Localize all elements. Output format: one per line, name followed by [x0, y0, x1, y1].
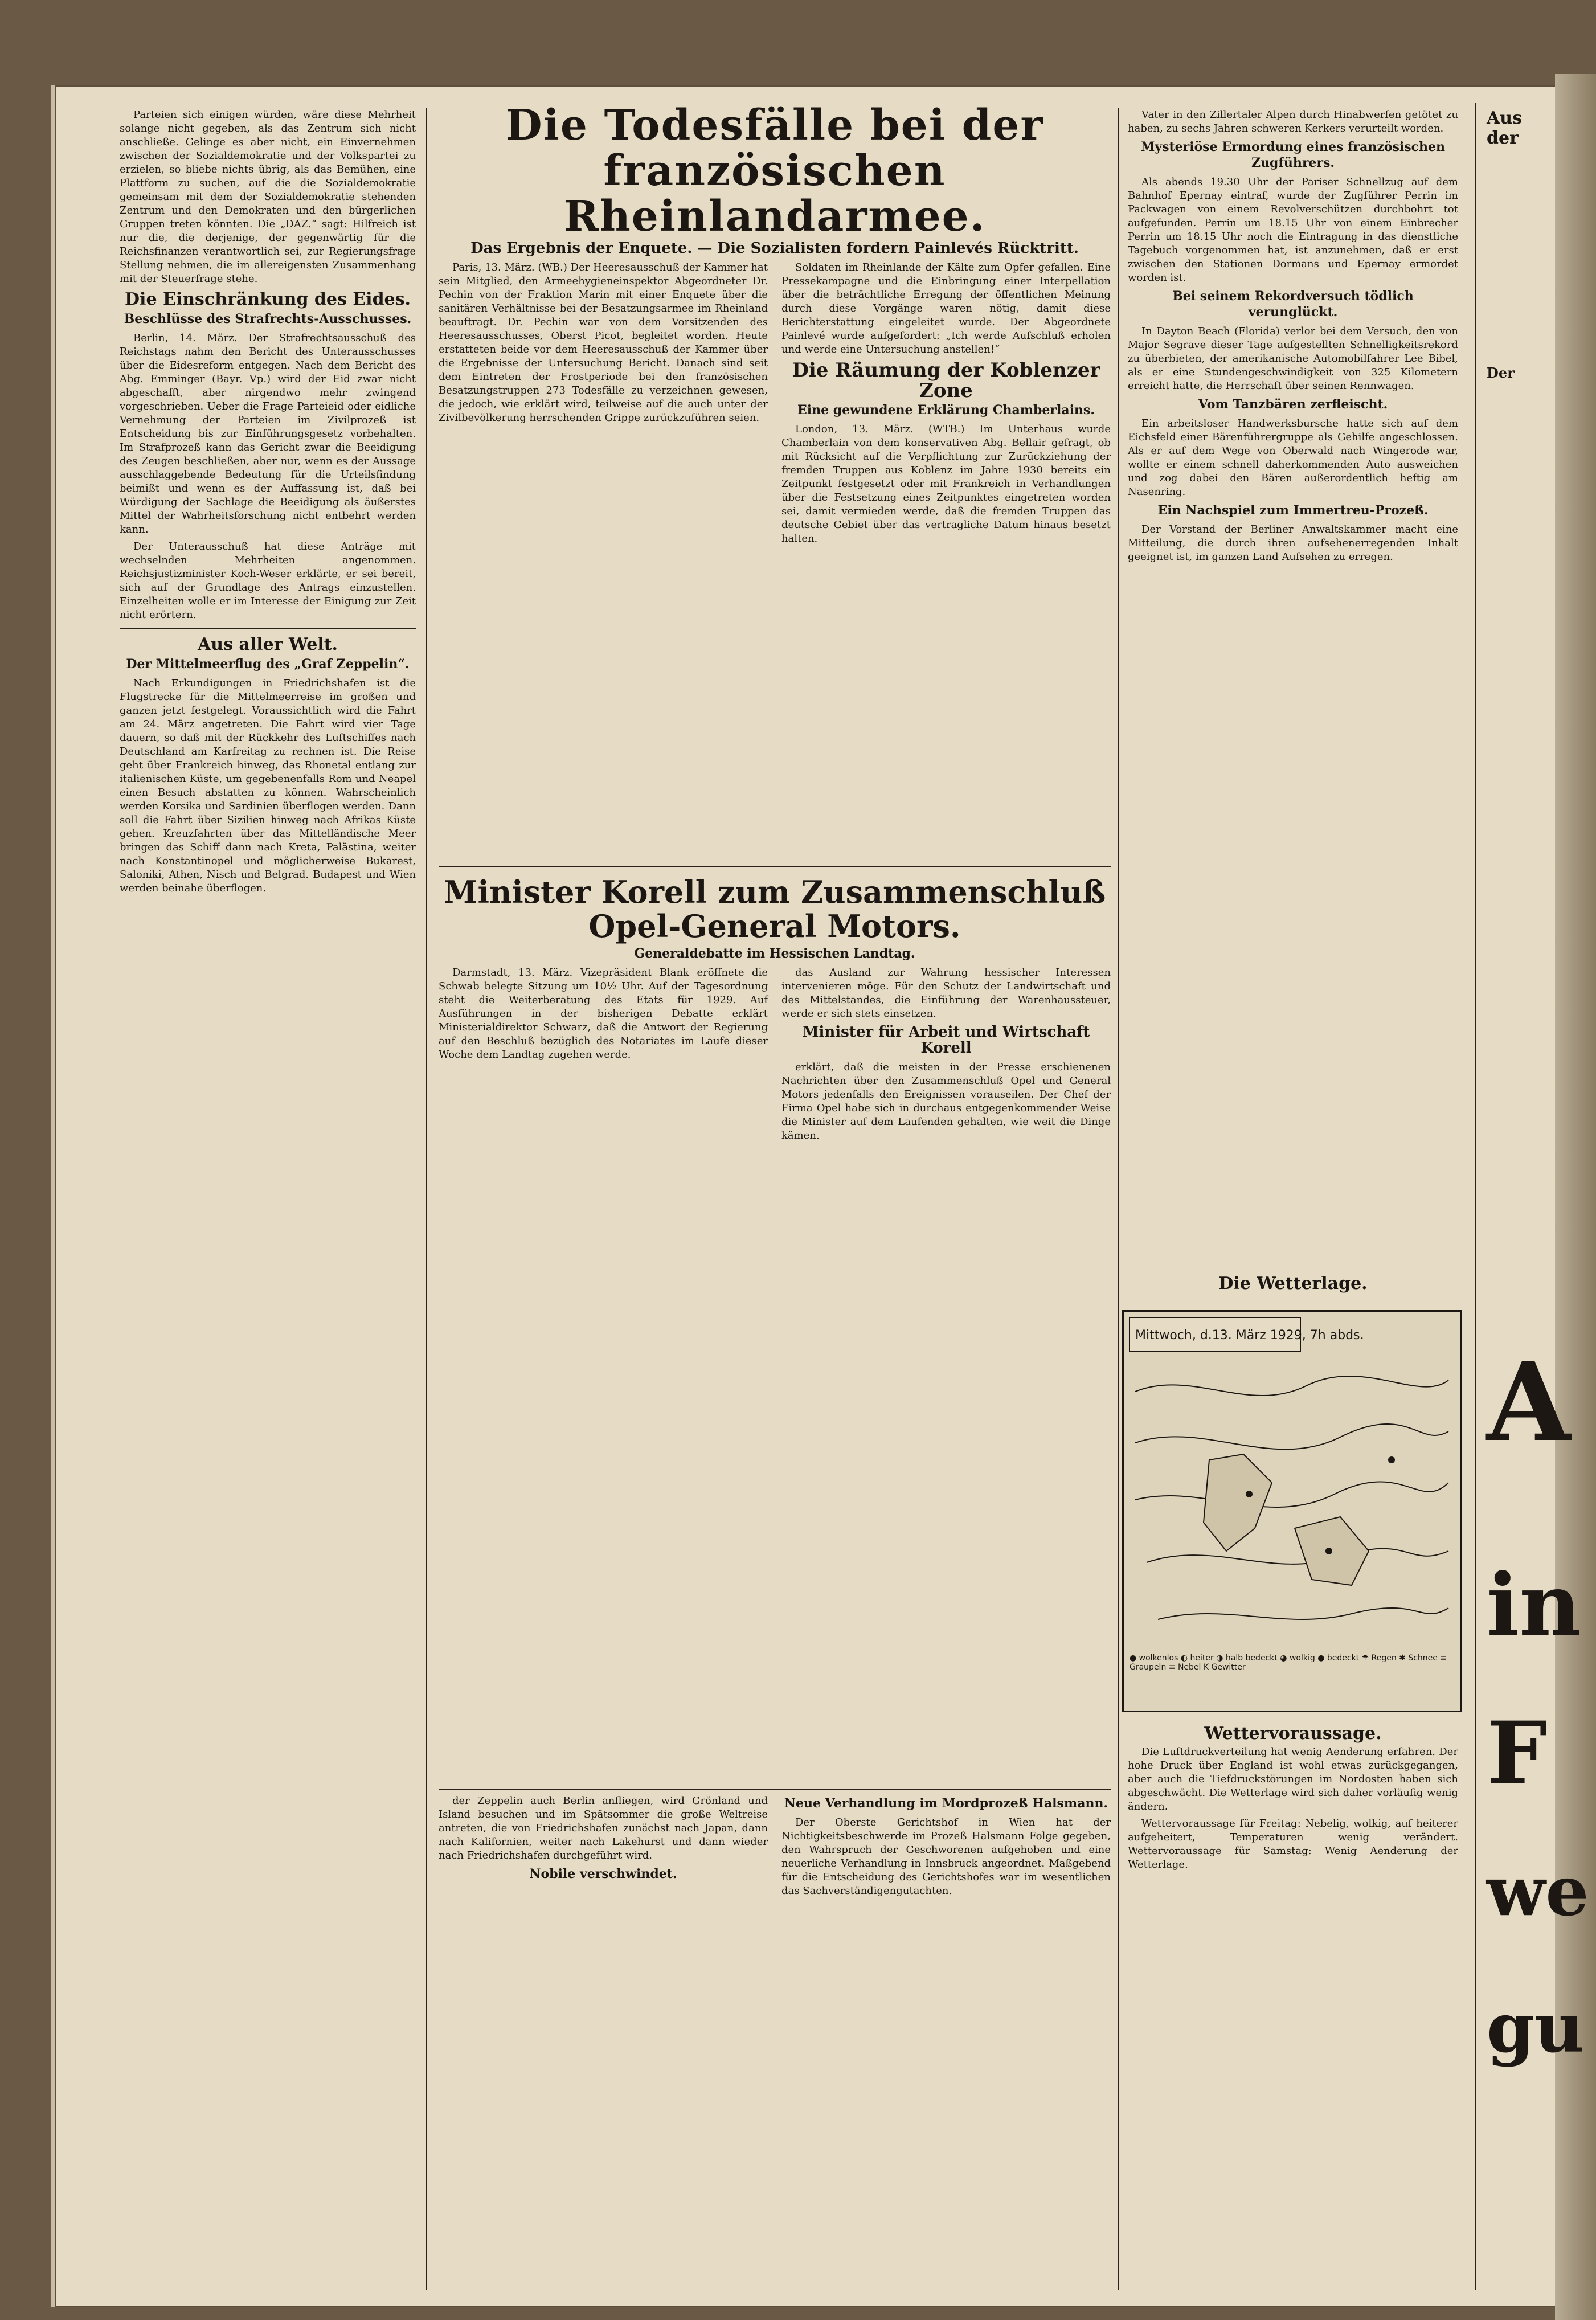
- right-intro: Vater in den Zillertaler Alpen durch Hinabwerfen getötet zu haben, zu sechs Jahren schweren Kerkers verurteilt worden.: [1128, 109, 1458, 134]
- map-title: Mittwoch, d.13. März 1929, 7h abds.: [1135, 1328, 1364, 1343]
- body-korell: Darmstadt, 13. März. Vizepräsident Blank eröffnete die Schwab belegte Sitzung um 10½ Uhr. Auf der Tagesordnung steht die Weiterberatung des Etats für 1929. Auf Ausführungen in der bisherigen Debatte erklärt Ministerialdirektor Schwarz, daß die Antwort der Regierung auf den Beschluß bezüglich des Notariates im Laufe dieser Woche dem Landtag zugehen werde.: [439, 967, 768, 1061]
- right-column: [1128, 108, 1458, 1293]
- body-korell-2: das Ausland zur Wahrung hessischer Interessen intervenieren möge. Für den Schutz der Landwirtschaft und des Mittelstandes, die Einführung der Warenhaussteuer, werde er sich stets einsetzen.: [781, 967, 1111, 1020]
- body-tanzbaer: Ein arbeitsloser Handwerksbursche hatte sich auf dem Eichsfeld einer Bärenführergruppe als Gehilfe angeschlossen. Als er auf dem Wege von Oberwald nach Wingerode war, wollte er einem schnell daherkommenden Auto ausweichen und zog dabei den Bären außerordentlich heftig am Nasenring.: [1128, 418, 1458, 498]
- station-marker: [1246, 1491, 1253, 1497]
- center-bottom-col-b: [781, 1794, 1111, 1901]
- center-bottom: [439, 1794, 1111, 2290]
- body-minister-arbeit: erklärt, daß die meisten in der Presse erschienenen Nachrichten über den Zusammenschluß Opel und General Motors jedenfalls den Ereignissen vorauseilen. Der Chef der Firma Opel habe sich in durchaus entgegenkommender Weise die Minister auf dem Laufenden gehalten, wie weit die Dinge kämen.: [781, 1061, 1111, 1141]
- adjacent-ad-glyph: F: [1487, 1703, 1548, 1803]
- body-zugfuehrer: Als abends 19.30 Uhr der Pariser Schnellzug auf dem Bahnhof Epernay eintraf, wurde der Zugführer Perrin im Packwagen von einem Revolverschützen durchbohrt tot aufgefunden. Perrin um 18.15 Uhr von einem Einbrecher Perrin um 18.15 Uhr noch die Eintragung in das dienstliche Tagebuch vorgenommen hat, ist anzunehmen, daß er erst zwischen den Stationen Dormans und Epernay ermordet worden ist.: [1128, 176, 1458, 284]
- subhead-halsmann: Neue Verhandlung im Mordprozeß Halsmann.: [784, 1796, 1108, 1811]
- body-koblenz: London, 13. März. (WTB.) Im Unterhaus wurde Chamberlain von dem konservativen Abg. Bellair gefragt, ob mit Rücksicht auf die Verpflichtung zur Zurückziehung der fremden Truppen aus Koblenz im Jahre 1930 bereits ein Zeitpunkt festgesetzt oder mit Frankreich in Verhandlungen über die Festsetzung eines Zeitpunktes eingetreten worden sei, damit vermieden werde, daß die fremden Truppen das deutsche Gebiet über das vertragliche Datum hinaus besetzt halten.: [781, 423, 1111, 545]
- adjacent-ad-glyph: we: [1487, 1851, 1589, 1932]
- left-headline-eides: Die Einschränkung des Eides.: [125, 289, 411, 309]
- adjacent-ad-glyph: A: [1487, 1339, 1571, 1466]
- left-body-zeppelin: Nach Erkundigungen in Friedrichshafen ist die Flugstrecke für die Mittelmeerreise im großen und ganzen jetzt festgelegt. Voraussichtlich wird die Fahrt am 24. März angetreten. Die Fahrt wird vier Tage dauern, so daß mit der Rückkehr des Luftschiffes nach Deutschland am Karfreitag zu rechnen ist. Die Reise geht über Frankreich hinweg, das Rhonetal entlang zur italienischen Küste, um gegebenenfalls Rom und Neapel einen Besuch abstatten zu können. Wahrscheinlich werden Korsika und Sardinien überflogen werden. Dann soll die Fahrt über Sizilien hinweg nach Afrikas Küste gehen. Kreuzfahrten über das Mittelländische Meer bringen das Schiff dann nach Kreta, Palästina, weiter nach Konstantinopel und möglicherweise Bukarest, Saloniki, Athen, Nisch und Belgrad. Budapest und Wien werden beinahe überflogen.: [120, 677, 416, 894]
- left-body-eides: Berlin, 14. März. Der Strafrechtsausschuß des Reichstags nahm den Bericht des Unterausschusses über die Eidesreform entgegen. Nach dem Bericht des Abg. Emminger (Bayr. Vp.) wird der Eid zwar nicht abgeschafft, aber nirgendwo mehr zwingend vorgeschrieben. Ueber die Frage Parteieid oder eidliche Vernehmung der Parteien im Zivilprozeß ist Entscheidung bis zur Einführungsgesetz vorbehalten. Im Strafprozeß kann das Gericht zwar die Beeidigung des Zeugen beschließen, aber nur, wenn es der Aussage ausschlaggebende Bedeutung für die Urteilsfindung beimißt und wenn es der Auffassung ist, daß bei Würdigung der Sachlage die Beeidigung als äußerstes Mittel der Wahrheitsforschung nicht entbehrt werden kann.: [120, 332, 416, 535]
- center-bottom-columns: [439, 1794, 1111, 1901]
- center-bottom-col-a: [439, 1794, 768, 1901]
- body-wettervoraussage-2: Wettervoraussage für Freitag: Nebelig, wolkig, auf heiterer aufgeheitert, Temperaturen wenig verändert. Wettervoraussage für Samstag: Wenig Aenderung der Wetterlage.: [1128, 1818, 1458, 1871]
- body-wettervoraussage: Die Luftdruckverteilung hat wenig Aenderung erfahren. Der hohe Druck über England ist wohl etwas zurückgegangen, aber auch die Tiefdruckstörungen im Nordosten haben sich abgeschwächt. Die Wetterlage wird sich daher vorläufig wenig ändern.: [1128, 1746, 1458, 1812]
- subhead-rekordversuch: Bei seinem Rekordversuch tödlich verunglückt.: [1172, 289, 1414, 320]
- left-body-eides-2: Der Unterausschuß hat diese Anträge mit wechselnden Mehrheiten angenommen. Reichsjustizminister Koch-Weser erklärte, er sei bereit, sich auf der Grundlage des Antrags einzustellen. Einzelheiten wolle er im Interesse der Einigung zur Zeit nicht erörtern.: [120, 541, 416, 621]
- isobar-line: [1135, 1482, 1448, 1507]
- center-top-columns: [439, 261, 1111, 549]
- weather-map: [1122, 1310, 1462, 1712]
- center-middle-col-b: [781, 966, 1111, 1146]
- adjacent-ad-glyph: in: [1487, 1555, 1582, 1655]
- center-top-col-a: [439, 261, 768, 549]
- subhead-zugfuehrer: Mysteriöse Ermordung eines französischen Zugführers.: [1140, 140, 1446, 170]
- coastline-shape: [1204, 1454, 1272, 1551]
- right-column-bottom: [1128, 1720, 1458, 2290]
- subhead-immertreu: Ein Nachspiel zum Immertreu-Prozeß.: [1157, 503, 1429, 518]
- headline-wettervoraussage: Wettervoraussage.: [1204, 1724, 1382, 1744]
- column-divider-3: [1475, 103, 1476, 2290]
- headline-wetterlage: Die Wetterlage.: [1218, 1274, 1368, 1294]
- left-headline-welt: Aus aller Welt.: [197, 635, 338, 654]
- body-halsmann: Der Oberste Gerichtshof in Wien hat der Nichtigkeitsbeschwerde im Prozeß Halsmann Folge gegeben, den Wahrspruch der Geschworenen aufgehoben und eine neuerliche Verhandlung in Innsbruck angeordnet. Maßgebend für die Entscheidung des Gerichtshofes war im wesentlichen das Sachverständigengutachten.: [781, 1816, 1111, 1897]
- adjacent-headline: Aus der: [1487, 108, 1522, 148]
- map-legend-box: [1130, 1654, 1454, 1705]
- subhead-tanzbaer: Vom Tanzbären zerfleischt.: [1198, 397, 1388, 412]
- adjacent-page-strip: [1481, 97, 1589, 2296]
- station-marker: [1388, 1456, 1395, 1463]
- headline-todesfaelle: Die Todesfälle bei der französischen Rheinlandarmee.: [505, 101, 1044, 241]
- subhead-chamberlain: Eine gewundene Erklärung Chamberlains.: [797, 403, 1095, 418]
- body-zeppelin-cont: der Zeppelin auch Berlin anfliegen, wird Grönland und Island besuchen und im Spätsommer die große Weltreise antreten, die von Friedrichshafen zunächst nach Japan, dann nach Kalifornien, weiter nach Lakehurst und dann wieder nach Friedrichshafen durchgeführt wird.: [439, 1795, 768, 1861]
- left-subhead-eides: Beschlüsse des Strafrechts-Ausschusses.: [124, 312, 412, 326]
- adjacent-ad-glyph: gu: [1487, 1988, 1585, 2068]
- center-middle-col-a: [439, 966, 768, 1146]
- body-rekordversuch: In Dayton Beach (Florida) verlor bei dem Versuch, den von Major Segrave dieser Tage aufgestellten Schnelligkeitsrekord zu überbieten, der amerikanische Automobilfahrer Lee Bibel, als er eine Stundengeschwindigkeit von 325 Kilometern erreicht hatte, die Herrschaft über seinen Rennwagen.: [1128, 325, 1458, 392]
- body-todesfaelle-2: Soldaten im Rheinlande der Kälte zum Opfer gefallen. Eine Pressekampagne und die Einbringung einer Interpellation über die beträchtliche Erregung der öffentlichen Meinung durch diese Vorgänge waren nötig, damit diese Berichterstattung eingeleitet wurde. Der Abgeordnete Painlevé wurde aufgefordert: „Ich werde Aufschluß erholen und werde eine Untersuchung anstellen!“: [781, 261, 1111, 355]
- isobar-line: [1158, 1608, 1448, 1619]
- headline-korell: Minister Korell zum Zusammenschluß Opel-General Motors.: [443, 874, 1106, 944]
- subhead-generaldebatte: Generaldebatte im Hessischen Landtag.: [634, 946, 915, 961]
- isobar-line: [1147, 1549, 1448, 1564]
- isobar-line: [1135, 1376, 1448, 1396]
- left-column: [120, 108, 416, 2290]
- center-top: [439, 103, 1111, 866]
- center-rule-1: [439, 866, 1111, 867]
- left-intro: Parteien sich einigen würden, wäre diese Mehrheit solange nicht gegeben, als das Zentrum sich nicht anschließe. Gelinge es aber nicht, ein Einvernehmen zwischen der Sozialdemokratie und der Volkspartei zu erzielen, so bliebe nichts übrig, als das Bemühen, eine Plattform zu suchen, auf die die Sozialdemokratie gemeinsam mit dem der Sozialdemokratie stehenden Zentrum und den Demokraten und den bürgerlichen Gruppen treten könnten. Die „DAZ.“ sagt: Hilfreich ist nur die, die derjenige, der gegenwärtig für die Reichsfinanzen verantwortlich sei, zur Regierungsfrage Stellung nehmen, die im allereigensten Zusammenhang mit der Steuerfrage stehe.: [120, 109, 416, 285]
- weather-map-svg: [1124, 1312, 1460, 1711]
- wetter-heading-box: [1128, 1270, 1458, 1304]
- map-legend: ● wolkenlos ◐ heiter ◑ halb bedeckt ◕ wolkig ● bedeckt ☂ Regen ✱ Schnee ≡ Graupeln ≡ Nebel K Gewitter: [1130, 1654, 1447, 1672]
- body-immertreu: Der Vorstand der Berliner Anwaltskammer macht eine Mitteilung, die durch ihren aufsehenerregenden Inhalt geeignet ist, im ganzen Land Aufsehen zu erregen.: [1128, 523, 1458, 563]
- center-middle: [439, 871, 1111, 1783]
- body-todesfaelle: Paris, 13. März. (WB.) Der Heeresausschuß der Kammer hat sein Mitglied, den Armeehygieneinspektor Abgeordneter Dr. Pechin von der Fraktion Marin mit einer Enquete über die sanitären Verhältnisse bei der Besatzungsarmee im Rheinland beauftragt. Dr. Pechin war von dem Vorsitzenden des Heeresausschusses, Oberst Picot, begleitet worden. Heute erstatteten beide vor dem Heeresausschuß der Kammer über die Ergebnisse der Untersuchung Bericht. Danach sind seit dem Eintreten der Frostperiode bei den französischen Besatzungstruppen 273 Todesfälle zu verzeichnen gewesen, die jedoch, wie erklärt wird, teilweise auf die auch unter der Zivilbevölkerung herrschenden Grippe zurückzuführen seien.: [439, 261, 768, 424]
- isobar-line: [1135, 1424, 1448, 1449]
- station-marker: [1325, 1548, 1332, 1554]
- center-top-col-b: [781, 261, 1111, 549]
- left-rule: [120, 628, 416, 629]
- subhead-nobile: Nobile verschwindet.: [529, 1867, 677, 1881]
- headline-minister-arbeit: Minister für Arbeit und Wirtschaft Korell: [802, 1024, 1090, 1057]
- column-divider-1: [426, 108, 427, 2290]
- center-middle-columns: [439, 966, 1111, 1146]
- subhead-enquete: Das Ergebnis der Enquete. — Die Sozialisten fordern Painlevés Rücktritt.: [470, 240, 1079, 257]
- headline-koblenz: Die Räumung der Koblenzer Zone: [792, 359, 1100, 402]
- column-divider-2: [1118, 108, 1119, 2290]
- page-gutter: [1555, 74, 1596, 2320]
- adjacent-subhead: Der: [1487, 365, 1515, 381]
- center-rule-2: [439, 1789, 1111, 1790]
- left-subhead-zeppelin: Der Mittelmeerflug des „Graf Zeppelin“.: [126, 657, 410, 672]
